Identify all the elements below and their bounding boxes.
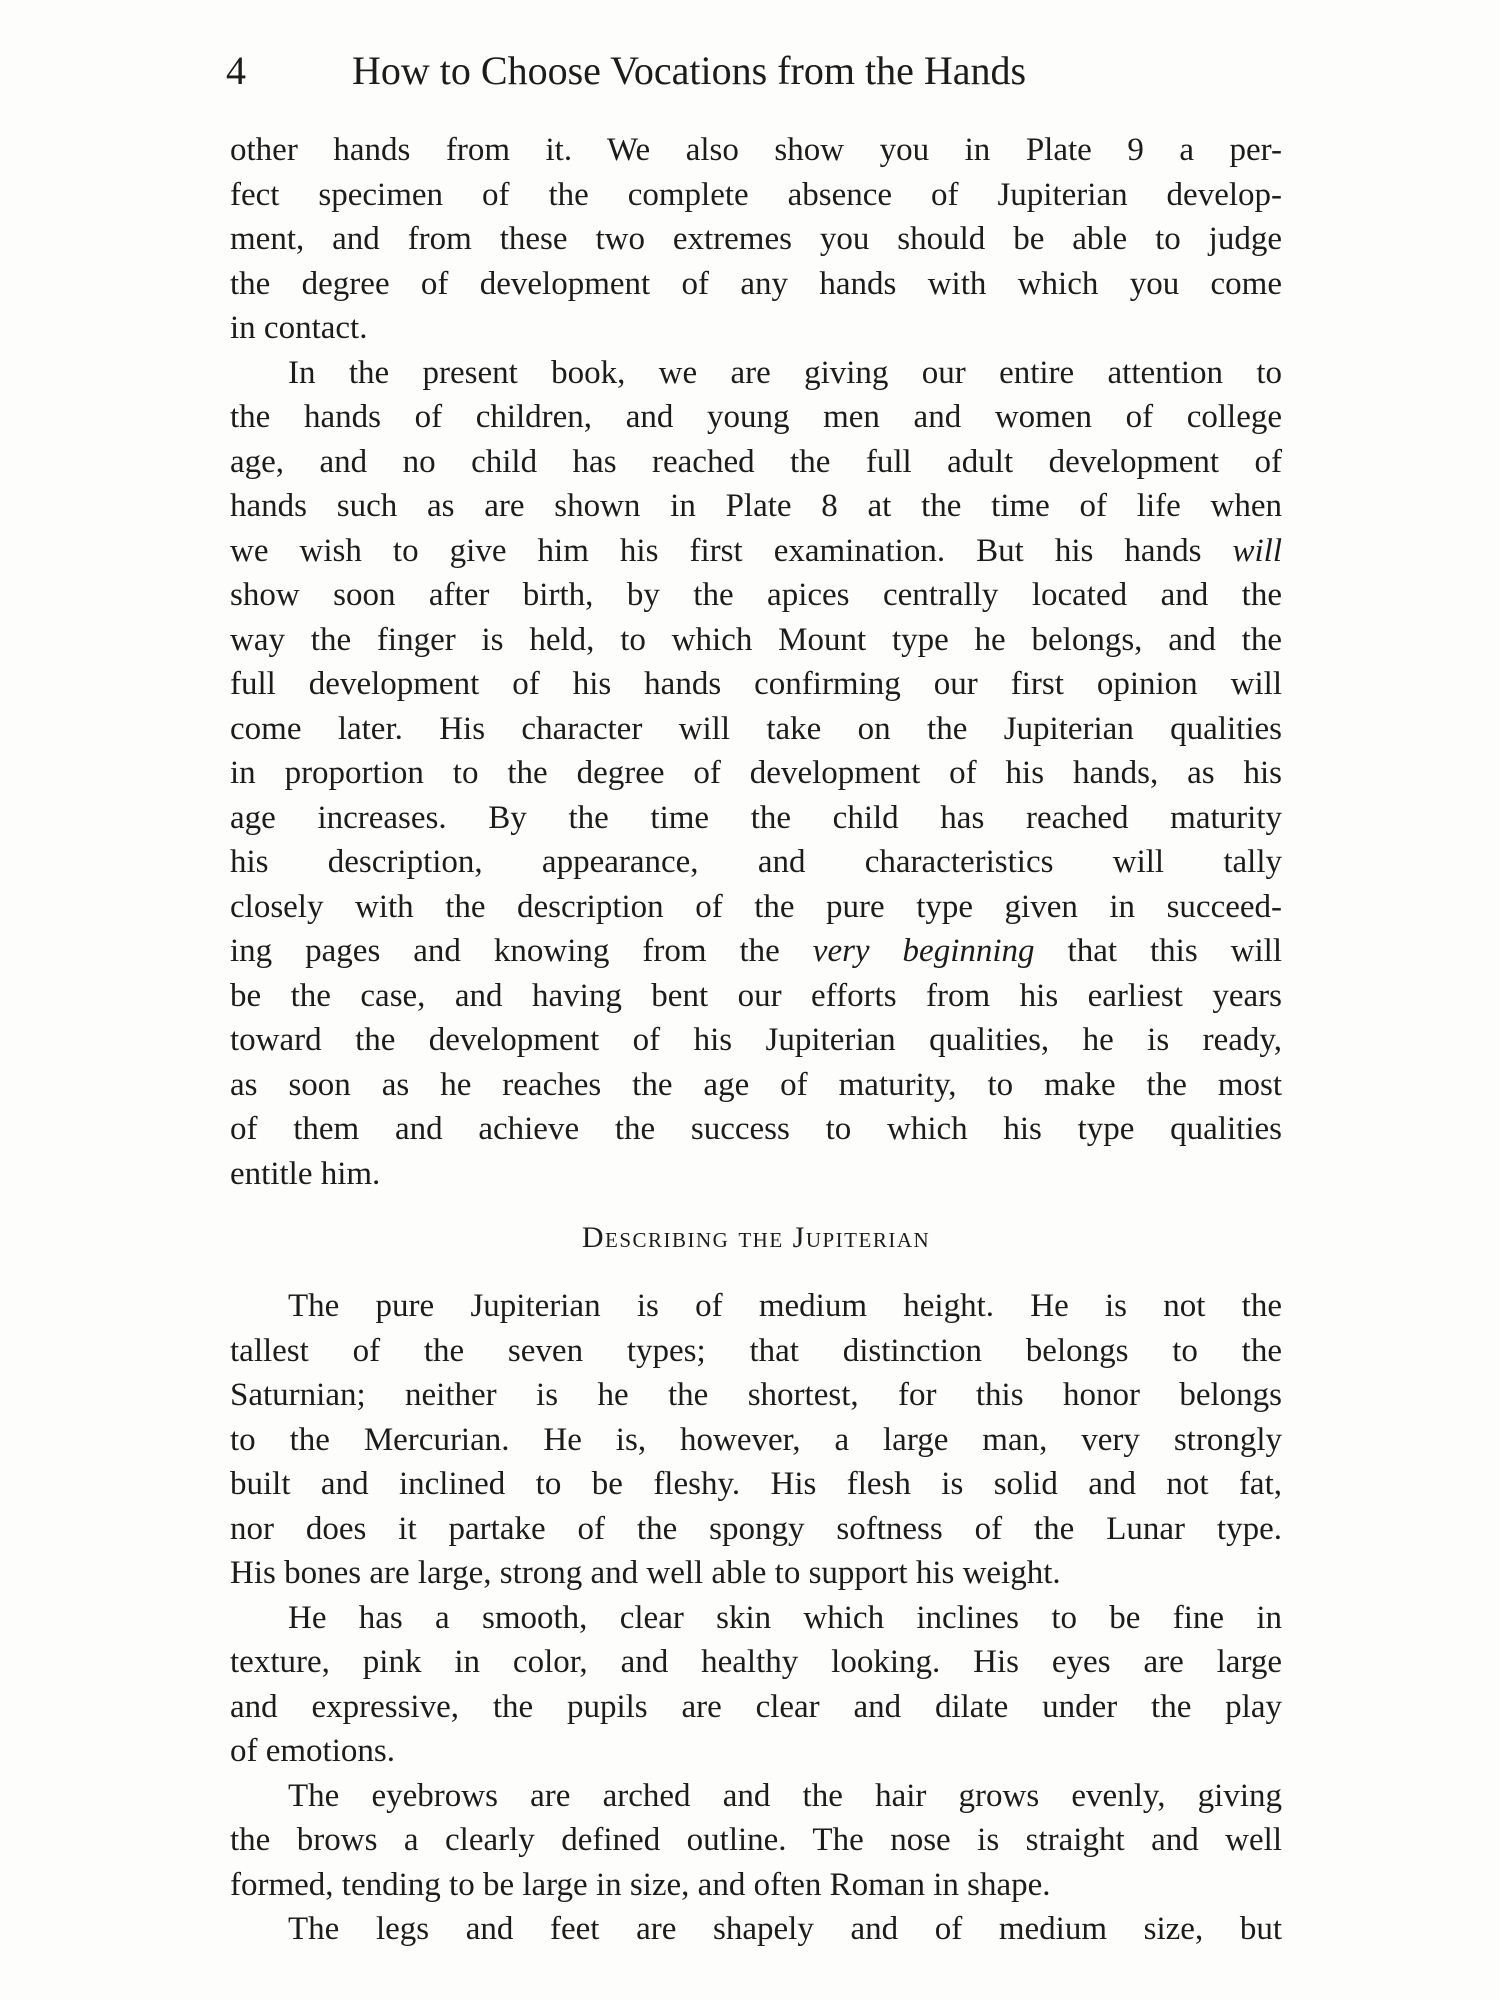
text-line: to the Mercurian. He is, however, a large man, very strongly xyxy=(230,1421,1282,1458)
text-line: of them and achieve the success to which his type qualities xyxy=(230,1111,1282,1147)
text-line: the brows a clearly defined outline. The nose is straight and well xyxy=(230,1822,1282,1858)
text-line: the hands of children, and young men and women of college xyxy=(230,399,1282,435)
text-line: as soon as he reaches the age of maturity, to make the most xyxy=(230,1066,1282,1103)
text-line: hands such as are shown in Plate 8 at the time of life when xyxy=(230,488,1282,524)
text-segment: that this will xyxy=(1034,933,1282,969)
body-text xyxy=(230,128,1282,1952)
page-number: 4 xyxy=(226,48,246,93)
text-line: in contact. xyxy=(230,310,368,346)
text-line: show soon after birth, by the apices centrally located and the xyxy=(230,577,1282,613)
running-title: How to Choose Vocations from the Hands xyxy=(352,48,1027,93)
text-line: texture, pink in color, and healthy looking. His eyes are large xyxy=(230,1644,1282,1680)
paragraph-1 xyxy=(230,128,1282,351)
text-line: He has a smooth, clear skin which inclines to be fine in xyxy=(288,1599,1282,1636)
running-header xyxy=(226,44,1286,98)
text-line: His bones are large, strong and well able to support his weight. xyxy=(230,1555,1061,1591)
text-line: ment, and from these two extremes you should be able to judge xyxy=(230,221,1282,257)
paragraph-2 xyxy=(230,351,1282,1197)
text-line: closely with the description of the pure type given in succeed- xyxy=(230,888,1282,925)
text-line: toward the development of his Jupiterian qualities, he is ready, xyxy=(230,1022,1282,1058)
text-line: full development of his hands confirming our first opinion will xyxy=(230,666,1282,702)
text-line: age, and no child has reached the full adult development of xyxy=(230,443,1282,480)
text-line: be the case, and having bent our efforts from his earliest years xyxy=(230,977,1282,1014)
italic-phrase: very beginning xyxy=(812,933,1035,969)
text-line: In the present book, we are giving our entire attention to xyxy=(288,354,1282,391)
paragraph-6 xyxy=(230,1907,1282,1952)
text-line: nor does it partake of the spongy softness of the Lunar type. xyxy=(230,1510,1282,1547)
text-line: his description, appearance, and characteristics will tally xyxy=(230,844,1282,880)
text-line: The pure Jupiterian is of medium height. He is not the xyxy=(288,1288,1282,1324)
text-line: tallest of the seven types; that distinction belongs to the xyxy=(230,1332,1282,1369)
text-segment: ing pages and knowing from the xyxy=(230,933,813,969)
text-line: and expressive, the pupils are clear and dilate under the play xyxy=(230,1688,1282,1725)
paragraph-3 xyxy=(230,1284,1282,1596)
text-line: built and inclined to be fleshy. His flesh is solid and not fat, xyxy=(230,1466,1282,1502)
section-heading: Describing the Jupiterian xyxy=(581,1221,931,1254)
text-line: fect specimen of the complete absence of Jupiterian develop- xyxy=(230,176,1282,213)
paragraph-5 xyxy=(230,1774,1282,1908)
paragraph-4 xyxy=(230,1596,1282,1774)
text-line: formed, tending to be large in size, and often Roman in shape. xyxy=(230,1866,1051,1903)
text-line: The legs and feet are shapely and of medium size, but xyxy=(288,1911,1282,1947)
text-line: other hands from it. We also show you in Plate 9 a per- xyxy=(230,132,1282,168)
text-line: come later. His character will take on the Jupiterian qualities xyxy=(230,710,1282,747)
text-line: in proportion to the degree of development of his hands, as his xyxy=(230,755,1282,791)
text-line: the degree of development of any hands with which you come xyxy=(230,265,1282,302)
text-line: Saturnian; neither is he the shortest, for this honor belongs xyxy=(230,1377,1282,1413)
italic-word: will xyxy=(1232,532,1282,569)
text-line: way the finger is held, to which Mount type he belongs, and the xyxy=(230,621,1282,658)
text-line xyxy=(230,529,1282,574)
text-line: of emotions. xyxy=(230,1733,395,1769)
text-line xyxy=(230,929,1282,974)
text-segment: we wish to give him his first examination. But his hands xyxy=(230,532,1233,569)
text-line: age increases. By the time the child has reached maturity xyxy=(230,799,1282,836)
text-line: entitle him. xyxy=(230,1155,381,1192)
text-line: The eyebrows are arched and the hair grows evenly, giving xyxy=(288,1777,1282,1814)
